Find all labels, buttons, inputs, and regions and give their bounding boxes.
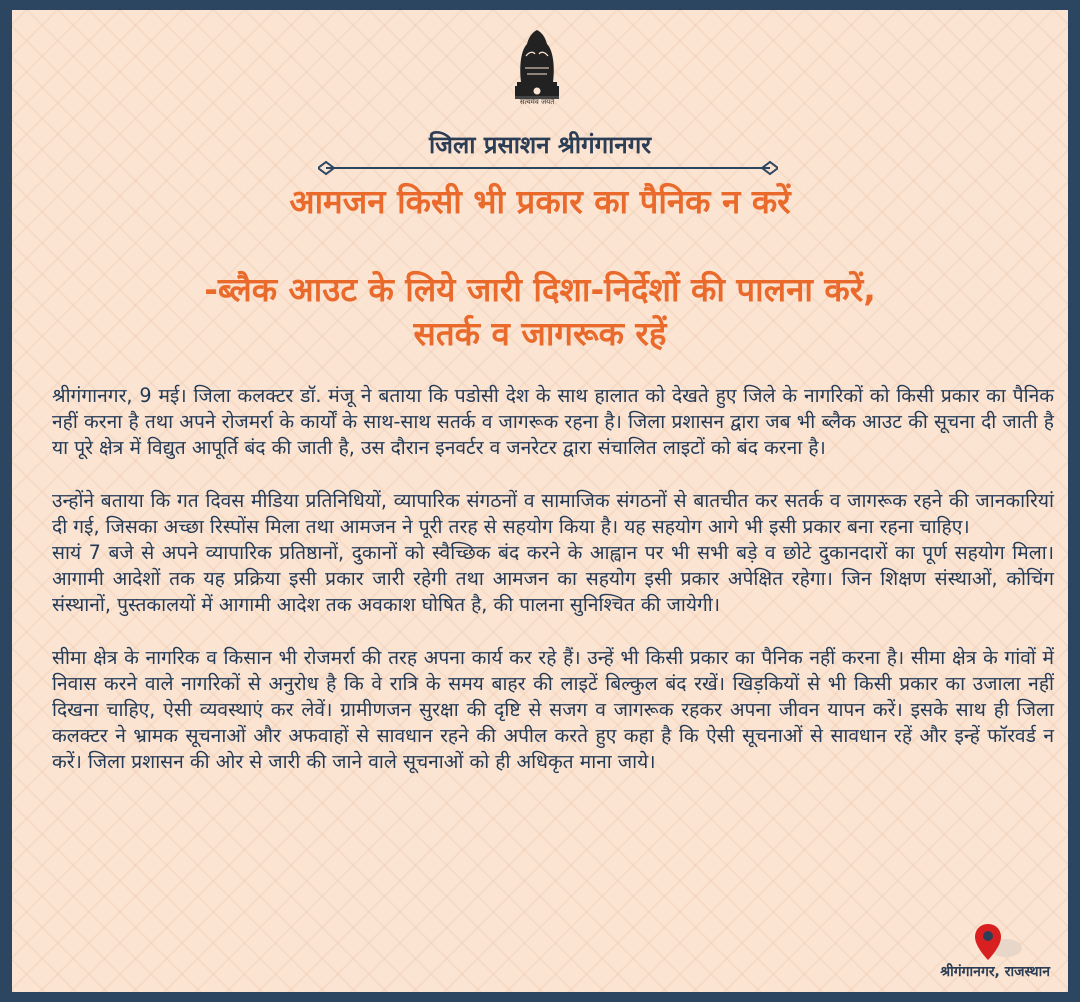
paragraph-2: उन्होंने बताया कि गत दिवस मीडिया प्रतिनिधियों, व्यापारिक संगठनों व सामाजिक संगठनों से बातचीत कर सतर्क व जागरूक रहने की जानकारियां दी गई, जिसका अच्छा रिस्पोंस मिला तथा आमजन ने पूरी तरह से सहयोग किया है। यह सहयोग आगे भी इसी प्रकार बना रहना चाहिए। bbox=[52, 488, 1054, 538]
headline-sub-line2: सतर्क व जागरूक रहें bbox=[413, 314, 667, 353]
title-divider bbox=[318, 158, 778, 178]
paragraph-3: सायं 7 बजे से अपने व्यापारिक प्रतिष्ठानों, दुकानों को स्वैच्छिक बंद करने के आह्वान पर भी सभी बड़े व छोटे दुकानदारों का पूर्ण सहयोग मिला। आगामी आदेशों तक यह प्रक्रिया इसी प्रकार जारी रहेगी तथा आमजन का सहयोग इसी प्रकार अपेक्षित रहेगा। जिन शिक्षण संस्थाओं, कोचिंग संस्थानों, पुस्तकालयों में आगामी आदेश तक अवकाश घोषित है, की पालना सुनिश्चित की जायेगी। bbox=[52, 541, 1054, 617]
paragraph-4: सीमा क्षेत्र के नागरिक व किसान भी रोजमर्रा की तरह अपना कार्य कर रहे हैं। उन्हें भी किसी प्रकार का पैनिक नहीं करना है। सीमा क्षेत्र के गांवों में निवास करने वाले नागरिकों से अनुरोध है कि वे रात्रि के समय बाहर की लाइटें बिल्कुल बंद रखें। खिड़कियों से भी किसी प्रकार का उजाला नहीं दिखना चाहिए, ऐसी व्यवस्थाएं कर लेवें। ग्रामीणजन सुरक्षा की दृष्टि से सजग व जागरूक रहकर अपना जीवन यापन करें। इसके साथ ही जिला कलक्टर ने भ्रामक सूचनाओं और अफवाहों से सावधान रहने की अपील करते हुए कहा है कि ऐसी सूचनाओं से सावधान रहें और इन्हें फॉरवर्ड न करें। जिला प्रशासन की ओर से जारी की जाने वाले सूचनाओं को ही अधिकृत माना जाये। bbox=[52, 645, 1054, 774]
press-release-card bbox=[12, 10, 1068, 992]
paragraph-1: श्रीगंगानगर, 9 मई। जिला कलक्टर डॉ. मंजू ने बताया कि पडोसी देश के साथ हालात को देखते हुए जिले के नागरिकों को किसी प्रकार का पैनिक नहीं करना है तथा अपने रोजमर्रा के कार्यों के साथ-साथ सतर्क व जागरूक रहना है। जिला प्रशासन द्वारा जब भी ब्लैक आउट की सूचना दी जाती है या पूरे क्षेत्र में विद्युत आपूर्ति बंद की जाती है, उस दौरान इनवर्टर व जनरेटर द्वारा संचालित लाइटों को बंद करना है। bbox=[52, 384, 1054, 460]
headline-main: आमजन किसी भी प्रकार का पैनिक न करें bbox=[289, 182, 791, 221]
article-body bbox=[52, 383, 1054, 776]
office-title: जिला प्रसाशन श्रीगंगानगर bbox=[428, 131, 652, 159]
headline-sub bbox=[12, 268, 1068, 356]
footer-location: श्रीगंगानगर, राजस्थान bbox=[940, 964, 1050, 980]
headline-sub-line1: -ब्लैक आउट के लिये जारी दिशा-निर्देशों की पालना करें, bbox=[204, 270, 876, 309]
emblem-motto: सत्यमेव जयते bbox=[519, 98, 555, 106]
